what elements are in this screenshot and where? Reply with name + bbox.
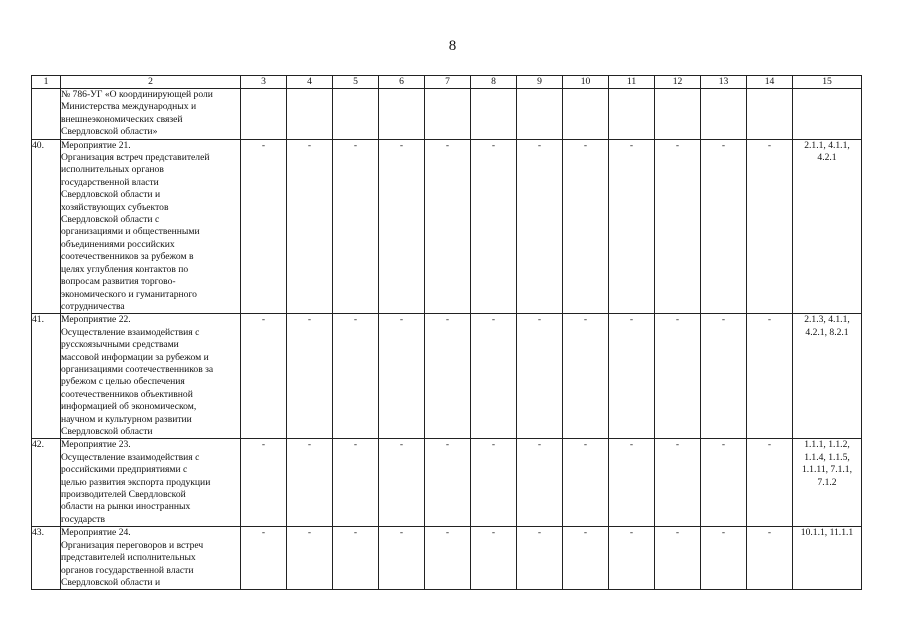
value-cell-col-6 [379,89,425,140]
description-line: Мероприятие 24. [61,527,131,539]
value-cell-col-8: - [471,139,517,314]
description-line: экономического и гуманитарного [61,288,197,300]
value-cell-col-11: - [609,527,655,590]
value-cell-col-13: - [701,439,747,527]
description-line: Организация встреч представителей [61,152,210,164]
value-cell-col-9: - [517,527,563,590]
description-line: государств [61,513,105,525]
ref-line: 2.1.3, 4.1.1, [804,314,850,326]
value-cell-col-14 [747,89,793,140]
ref-line: 10.1.1, 11.1.1 [800,527,854,539]
value-cell-col-5: - [333,139,379,314]
description-line: Осуществление взаимодействия с [61,451,200,463]
measure-description [61,139,241,314]
description-line: целью развития экспорта продукции [61,476,211,488]
value-cell-col-4: - [287,527,333,590]
value-cell-col-11: - [609,139,655,314]
value-cell-col-13: - [701,314,747,439]
value-cell-col-7: - [425,527,471,590]
value-cell-col-12: - [655,139,701,314]
column-header-11: 11 [609,76,655,89]
target-indicator-refs [793,89,862,140]
description-line: Осуществление взаимодействия с [61,326,200,338]
value-cell-col-4 [287,89,333,140]
value-cell-col-10 [563,89,609,140]
value-cell-col-14: - [747,527,793,590]
value-cell-col-3: - [241,139,287,314]
table-row [32,439,862,527]
description-line: представителей исполнительных [61,552,196,564]
value-cell-col-9: - [517,439,563,527]
value-cell-col-12 [655,89,701,140]
description-line: Свердловской области [61,425,153,437]
value-cell-col-14: - [747,314,793,439]
description-line: Свердловской области и [61,189,161,201]
value-cell-col-12: - [655,439,701,527]
row-number: 40. [32,139,61,314]
column-header-13: 13 [701,76,747,89]
value-cell-col-6: - [379,527,425,590]
value-cell-col-12: - [655,527,701,590]
description-line: объединениями российских [61,238,175,250]
value-cell-col-5: - [333,439,379,527]
description-line: Свердловской области» [61,126,158,138]
ref-line: 1.1.1, 1.1.2, [804,439,850,451]
ref-line: 1.1.11, 7.1.1, [801,464,852,476]
description-line: Свердловской области и [61,577,161,588]
value-cell-col-7 [425,89,471,140]
description-line: информацией об экономическом, [61,401,197,413]
ref-line: 2.1.1, 4.1.1, [804,139,850,151]
value-cell-col-11 [609,89,655,140]
ref-line: 7.1.2 [817,476,837,488]
value-cell-col-6: - [379,439,425,527]
target-indicator-refs [793,439,862,527]
description-line: сотрудничества [61,300,125,312]
value-cell-col-4: - [287,439,333,527]
description-line: Мероприятие 23. [61,439,131,451]
value-cell-col-10: - [563,527,609,590]
column-header-1: 1 [32,76,61,89]
target-indicator-refs [793,314,862,439]
measure-description [61,89,241,140]
table-body [32,89,862,590]
ref-line: 4.2.1, 8.2.1 [805,326,849,338]
row-number [32,89,61,140]
column-header-3: 3 [241,76,287,89]
description-line: научном и культурном развитии [61,413,192,425]
value-cell-col-8: - [471,439,517,527]
value-cell-col-13: - [701,527,747,590]
value-cell-col-3: - [241,527,287,590]
description-line: исполнительных органов [61,164,164,176]
value-cell-col-7: - [425,314,471,439]
value-cell-col-8: - [471,314,517,439]
description-line: Мероприятие 22. [61,314,131,326]
value-cell-col-9: - [517,314,563,439]
table-row [32,527,862,590]
value-cell-col-3: - [241,439,287,527]
value-cell-col-9: - [517,139,563,314]
value-cell-col-8: - [471,527,517,590]
description-line: Мероприятие 21. [61,139,131,151]
value-cell-col-10: - [563,139,609,314]
ref-line: 4.2.1 [817,152,837,164]
value-cell-col-14: - [747,439,793,527]
value-cell-col-13: - [701,139,747,314]
column-header-8: 8 [471,76,517,89]
description-line: государственной власти [61,176,159,188]
value-cell-col-6: - [379,314,425,439]
value-cell-col-7: - [425,139,471,314]
value-cell-col-13 [701,89,747,140]
description-line: Свердловской области с [61,214,160,226]
description-line: соотечественников объективной [61,388,193,400]
description-line: рубежом с целью обеспечения [61,376,185,388]
description-line: Организация переговоров и встреч [61,539,204,551]
value-cell-col-12: - [655,314,701,439]
column-header-6: 6 [379,76,425,89]
value-cell-col-4: - [287,139,333,314]
table-row [32,139,862,314]
value-cell-col-10: - [563,439,609,527]
target-indicator-refs [793,527,862,590]
description-line: русскоязычными средствами [61,339,179,351]
value-cell-col-7: - [425,439,471,527]
table-row [32,89,862,140]
row-number: 41. [32,314,61,439]
column-header-7: 7 [425,76,471,89]
description-line: организациями соотечественников за [61,363,214,375]
table-row [32,314,862,439]
column-header-12: 12 [655,76,701,89]
value-cell-col-3 [241,89,287,140]
description-line: массовой информации за рубежом и [61,351,209,363]
description-line: вопросам развития торгово- [61,276,176,288]
column-header-15: 15 [793,76,862,89]
row-number: 43. [32,527,61,590]
description-line: хозяйствующих субъектов [61,201,169,213]
value-cell-col-11: - [609,314,655,439]
measure-description [61,527,241,590]
measure-description [61,314,241,439]
page-number: 8 [448,38,457,54]
target-indicator-refs [793,139,862,314]
value-cell-col-5: - [333,314,379,439]
value-cell-col-10: - [563,314,609,439]
value-cell-col-9 [517,89,563,140]
description-line: Министерства международных и [61,101,197,113]
value-cell-col-5: - [333,527,379,590]
description-line: № 786-УГ «О координирующей роли [61,89,213,100]
plan-table [31,75,862,590]
ref-line: 1.1.4, 1.1.5, [804,451,850,463]
value-cell-col-4: - [287,314,333,439]
column-header-14: 14 [747,76,793,89]
description-line: целях углубления контактов по [61,263,189,275]
column-header-4: 4 [287,76,333,89]
header-row [32,76,862,89]
description-line: органов государственной власти [61,564,194,576]
value-cell-col-3: - [241,314,287,439]
value-cell-col-14: - [747,139,793,314]
column-header-5: 5 [333,76,379,89]
description-line: организациями и общественными [61,226,200,238]
column-header-10: 10 [563,76,609,89]
column-header-2: 2 [61,76,241,89]
description-line: российскими предприятиями с [61,464,188,476]
description-line: области на рынки иностранных [61,501,191,513]
measure-description [61,439,241,527]
description-line: соотечественников за рубежом в [61,251,194,263]
description-line: внешнеэкономических связей [61,113,183,125]
value-cell-col-11: - [609,439,655,527]
column-header-9: 9 [517,76,563,89]
value-cell-col-8 [471,89,517,140]
description-line: производителей Свердловской [61,489,186,500]
value-cell-col-6: - [379,139,425,314]
row-number: 42. [32,439,61,527]
value-cell-col-5 [333,89,379,140]
